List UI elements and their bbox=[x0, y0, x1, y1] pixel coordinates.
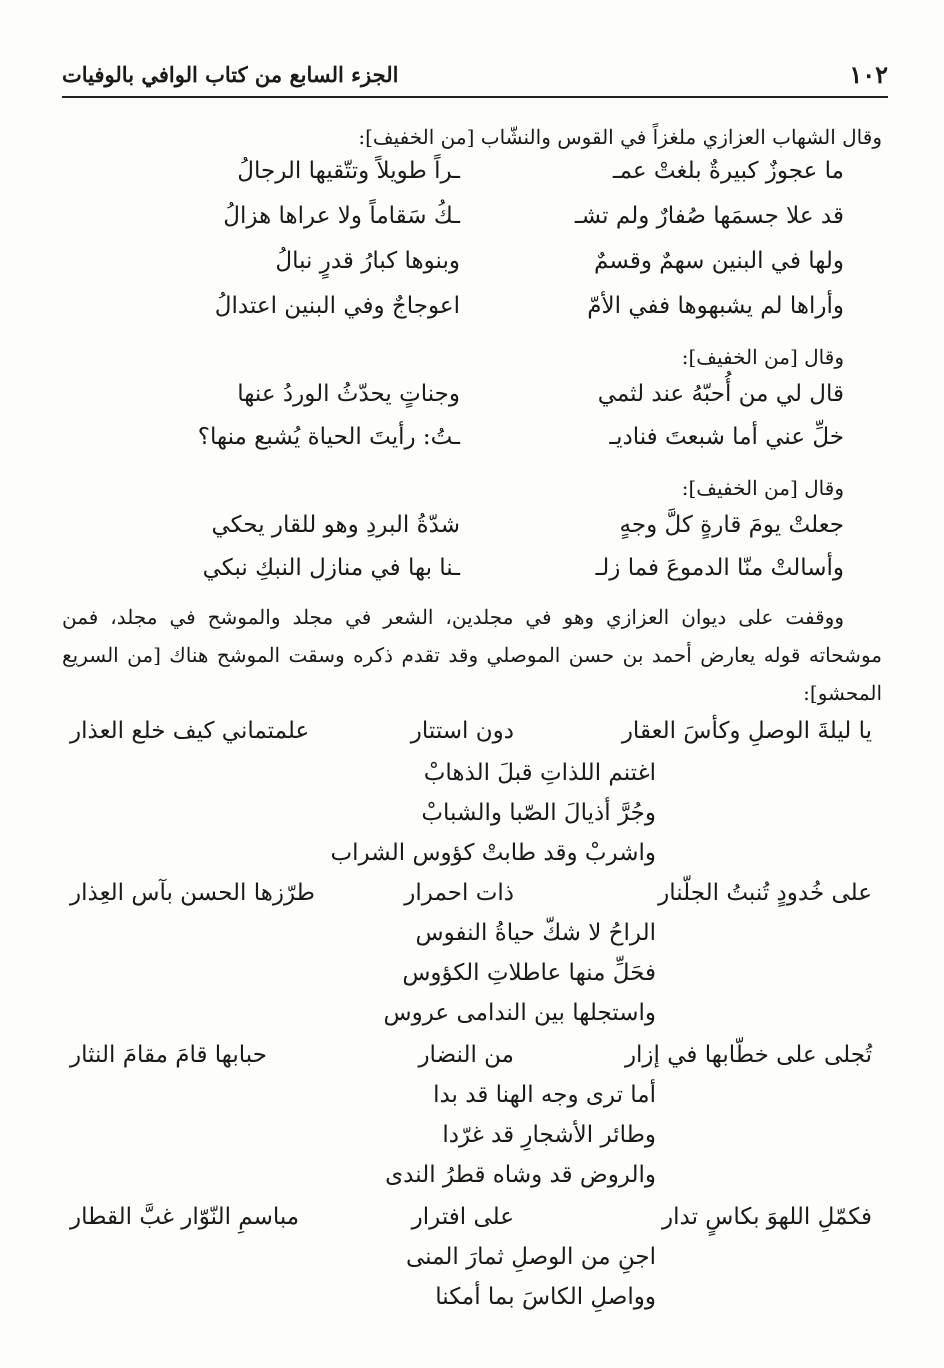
muwashshah-opening-line bbox=[70, 1204, 872, 1244]
segment: فكمّلِ اللهوَ بكاسٍ تدار bbox=[662, 1204, 872, 1230]
stanza-line: فحَلِّ منها عاطلاتِ الكؤوس bbox=[402, 960, 656, 986]
stanza-line: وجُرَّ أذيالَ الصّبا والشبابْ bbox=[421, 800, 656, 826]
hemistich-first: ولها في البنين سهمٌ وقسمٌ bbox=[594, 248, 844, 274]
hemistich-first: قال لي من أُحبّهُ عند لثمي bbox=[597, 381, 844, 407]
hemistich-second: وبنوها كبارُ قدرٍ نبالُ bbox=[275, 248, 460, 274]
poem-intro: وقال [من الخفيف]: bbox=[681, 345, 844, 369]
stanza-line: الراحُ لا شكّ حياةُ النفوس bbox=[415, 920, 656, 946]
verse-line bbox=[100, 424, 844, 464]
segment: دون استتار bbox=[410, 718, 514, 744]
hemistich-second: ـراً طويلاً وتتّقيها الرجالُ bbox=[237, 158, 460, 184]
paragraph-line: موشحاته قوله يعارض أحمد بن حسن الموصلي وقد تقدم ذكره وسقت الموشح هناك [من السريع bbox=[62, 643, 882, 667]
segment: من النضار bbox=[418, 1042, 514, 1068]
verse-line bbox=[100, 555, 844, 595]
segment: حبابها قامَ مقامَ النثار bbox=[70, 1042, 267, 1068]
hemistich-first: ما عجوزٌ كبيرةٌ بلغتْ عمـ bbox=[612, 158, 844, 184]
hemistich-first: وأراها لم يشبهوها ففي الأمّ bbox=[587, 293, 844, 319]
paragraph-line: ووقفت على ديوان العزازي وهو في مجلدين، الشعر في مجلد والموشح في مجلد، فمن bbox=[62, 605, 844, 629]
segment: مباسمِ النّوّار غبَّ القطار bbox=[70, 1204, 300, 1230]
running-header bbox=[62, 56, 888, 98]
segment: على خُدودٍ تُنبتُ الجلّنار bbox=[658, 880, 872, 906]
hemistich-first: خلِّ عني أما شبعتَ فناديـ bbox=[609, 424, 844, 450]
verse-line bbox=[100, 203, 844, 243]
stanza-line: واستجلها بين الندامى عروس bbox=[383, 1000, 656, 1026]
stanza-line: وطائر الأشجارِ قد غرّدا bbox=[442, 1122, 656, 1148]
stanza-line: والروض قد وشاه قطرُ الندى bbox=[385, 1162, 656, 1188]
running-title: الجزء السابع من كتاب الوافي بالوفيات bbox=[62, 62, 399, 87]
hemistich-second: اعوجاجٌ وفي البنين اعتدالُ bbox=[214, 293, 460, 319]
hemistich-second: ـكُ سَقاماً ولا عراها هزالُ bbox=[223, 203, 460, 229]
segment: يا ليلةَ الوصلِ وكأسَ العقار bbox=[621, 718, 872, 744]
poem-intro: وقال [من الخفيف]: bbox=[681, 476, 844, 500]
hemistich-second: وجناتٍ يحدّثُ الوردُ عنها bbox=[237, 381, 460, 407]
stanza-line: أما ترى وجه الهنا قد بدا bbox=[433, 1082, 656, 1108]
hemistich-first: جعلتْ يومَ قارةٍ كلَّ وجهٍ bbox=[619, 512, 844, 538]
muwashshah-opening-line bbox=[70, 718, 872, 758]
page-number: ١٠٢ bbox=[849, 60, 888, 89]
hemistich-second: ـتُ: رأيتَ الحياة يُشبع منها؟ bbox=[197, 424, 460, 450]
hemistich-first: قد علا جسمَها صُفارٌ ولم تشـ bbox=[574, 203, 844, 229]
segment: تُجلى على خطّابها في إزار bbox=[624, 1042, 872, 1068]
segment: علمتماني كيف خلع العذار bbox=[70, 718, 310, 744]
stanza-line: واشربْ وقد طابتْ كؤوس الشراب bbox=[330, 840, 656, 866]
verse-line bbox=[100, 381, 844, 421]
stanza-line: اغتنم اللذاتِ قبلَ الذهابْ bbox=[423, 760, 656, 786]
muwashshah-opening-line bbox=[70, 1042, 872, 1082]
hemistich-second: شدّةُ البردِ وهو للقار يحكي bbox=[211, 512, 460, 538]
segment: طرّزها الحسن بآس العِذار bbox=[70, 880, 315, 906]
hemistich-second: ـنا بها في منازل النبكِ نبكي bbox=[202, 555, 460, 581]
verse-line bbox=[100, 293, 844, 333]
segment: على افترار bbox=[411, 1204, 514, 1230]
stanza-line: اجنِ من الوصلِ ثمارَ المنى bbox=[405, 1244, 656, 1270]
paragraph-line: المحشو]: bbox=[803, 681, 882, 705]
stanza-line: وواصلِ الكاسَ بما أمكنا bbox=[435, 1284, 656, 1310]
verse-line bbox=[100, 158, 844, 198]
segment: ذات احمرار bbox=[404, 880, 514, 906]
verse-line bbox=[100, 512, 844, 552]
muwashshah-opening-line bbox=[70, 880, 872, 920]
poem-intro: وقال الشهاب العزازي ملغزاً في القوس والنشّاب [من الخفيف]: bbox=[358, 125, 882, 149]
verse-line bbox=[100, 248, 844, 288]
hemistich-first: وأسالتْ منّا الدموعَ فما زلـ bbox=[595, 555, 844, 581]
